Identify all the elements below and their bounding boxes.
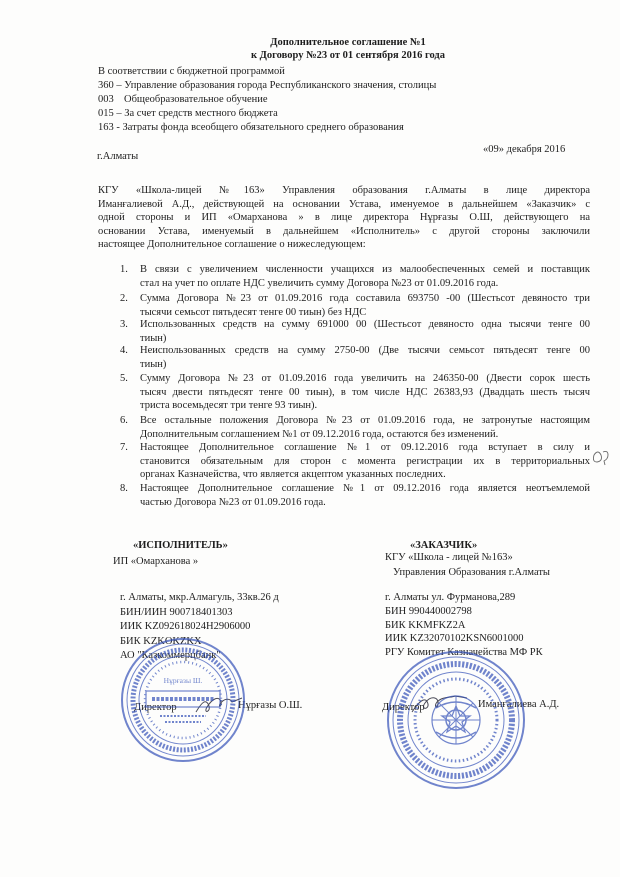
executor-bin: БИН/ИИН 900718401303 bbox=[120, 607, 233, 618]
place: г.Алматы bbox=[97, 151, 139, 162]
executor-bank: АО "Казкоммерцбанк" bbox=[120, 650, 221, 661]
customer-department: Управления Образования г.Алматы bbox=[393, 567, 550, 578]
customer-heading: «ЗАКАЗЧИК» bbox=[410, 540, 478, 551]
item-number: 4. bbox=[120, 345, 128, 356]
list-item bbox=[140, 263, 590, 290]
customer-signature-name: Иманғалиева А.Д. bbox=[478, 699, 560, 710]
budget-text-003: Общеобразовательное обучение bbox=[124, 94, 268, 105]
document-subtitle: к Договору №23 от 01 сентября 2016 года bbox=[251, 50, 445, 61]
list-item bbox=[140, 414, 590, 441]
item-line: Сумму Договора №23 от 01.09.2016 года увеличить на 246350-00 (Двести сорок шесть bbox=[140, 373, 590, 384]
item-number: 1. bbox=[120, 264, 128, 275]
item-line: Настоящее Дополнительное соглашение №1 от 09.12.2016 года является неотъемлемой bbox=[140, 483, 590, 494]
preamble-line: Иманғалиевой А.Д., действующей на основании Устава, именуемое в дальнейшем «Заказчик» с bbox=[98, 198, 590, 210]
item-line: органах Казначейства, что является акцептом указанных последних. bbox=[140, 469, 446, 480]
item-line: тысячи семьсот пятьдесят тенге 00 тиын) без НДС bbox=[140, 306, 367, 318]
customer-treasury: РГУ Комитет Казначейства МФ РК bbox=[385, 647, 543, 658]
executor-iik: ИИК KZ092618024H2906000 bbox=[120, 621, 251, 632]
executor-signature bbox=[196, 698, 242, 712]
budget-line-163: 163 - Затраты фонда всеобщего обязательного среднего образования bbox=[98, 122, 404, 133]
item-line: стал на учет по оплате НДС увеличить сумму Договора №23 от 01.09.2016 года. bbox=[140, 277, 499, 289]
item-number: 7. bbox=[120, 442, 128, 453]
item-line: Дополнительным соглашением №1 от 09.12.2016 года, остаются без изменений. bbox=[140, 428, 499, 440]
item-line: тиын) bbox=[140, 358, 167, 370]
customer-iik: ИИК KZ32070102KSN6001000 bbox=[385, 633, 524, 644]
preamble-line: настоящее Дополнительное соглашение о нижеследующем: bbox=[98, 239, 366, 250]
preamble-line: КГУ «Школа-лицей №163» Управления образования г.Алматы в лице директора bbox=[98, 185, 590, 196]
executor-heading: «ИСПОЛНИТЕЛЬ» bbox=[133, 540, 228, 551]
executor-address: г. Алматы, мкр.Алмагуль, 33кв.26 д bbox=[120, 592, 279, 603]
item-line: Настоящее Дополнительное соглашение №1 от 09.12.2016 года вступает в силу и bbox=[140, 442, 590, 453]
customer-signature-role: Директор bbox=[382, 702, 425, 713]
executor-name: ИП «Омарханова » bbox=[113, 556, 199, 567]
item-line: Все остальные положения Договора №23 от 01.09.2016 года, не затронутые настоящим bbox=[140, 415, 590, 426]
emblem-icon bbox=[432, 696, 480, 744]
document-title: Дополнительное соглашение №1 bbox=[270, 37, 426, 48]
item-line: тысяч двести пятьдесят тенге 00 тиын), в том числе НДС 26383,93 (Двадцать шесть тысяч bbox=[140, 386, 590, 398]
list-item bbox=[140, 344, 590, 371]
customer-address: г. Алматы ул. Фурманова,289 bbox=[385, 592, 516, 603]
budget-intro: В соответствии с бюджетной программой bbox=[98, 66, 285, 77]
budget-line-015: 015 – За счет средств местного бюджета bbox=[98, 108, 278, 119]
item-number: 8. bbox=[120, 483, 128, 494]
item-number: 6. bbox=[120, 415, 128, 426]
handwritten-mark bbox=[593, 451, 608, 465]
list-item bbox=[140, 292, 590, 319]
customer-bin: БИН 990440002798 bbox=[385, 606, 472, 617]
list-item bbox=[140, 318, 590, 345]
list-item bbox=[140, 372, 590, 413]
item-line: триста восемьдесят три тенге 93 тиын). bbox=[140, 400, 318, 411]
list-item bbox=[140, 482, 590, 509]
executor-signature-role: Директор bbox=[134, 702, 177, 713]
customer-name: КГУ «Школа - лицей №163» bbox=[385, 552, 513, 563]
list-item bbox=[140, 441, 590, 482]
budget-code-003: 003 bbox=[98, 94, 114, 105]
executor-stamp-text: Нұрғазы Ш. bbox=[163, 676, 203, 685]
item-line: Использованных средств на сумму 691000 00 (Шестьсот девяносто одна тысячи тенге 00 bbox=[140, 319, 590, 330]
preamble-paragraph bbox=[98, 184, 590, 252]
preamble-line: основании Устава, именуемый в дальнейшем «Исполнитель» с другой стороны заключили bbox=[98, 225, 590, 237]
customer-stamp bbox=[388, 652, 524, 788]
budget-line-360: 360 – Управление образования города Республиканского значения, столицы bbox=[98, 80, 437, 91]
item-line: тиын) bbox=[140, 332, 167, 344]
item-number: 5. bbox=[120, 373, 128, 384]
item-line: В связи с увеличением численности учащихся из малообеспеченных семей и поставщик bbox=[140, 264, 590, 275]
item-line: Неиспользованных средств на сумму 2750-00 (Две тысячи семьсот пятьдесят тенге 00 bbox=[140, 345, 590, 356]
executor-bik: БИК KZKOKZKX bbox=[120, 636, 202, 647]
executor-signature-name: Нұрғазы О.Ш. bbox=[238, 700, 303, 711]
customer-bik: БИК KKMFKZ2A bbox=[385, 620, 466, 631]
preamble-line: одной стороны и ИП «Омарханова » в лице директора Нұрғазы О.Ш, действующего на bbox=[98, 212, 590, 223]
item-line: Сумма Договора №23 от 01.09.2016 года составила 693750 -00 (Шестьсот девяносто три bbox=[140, 293, 590, 304]
item-line: становится обязательным для сторон с момента регистрации их в территориальных bbox=[140, 455, 590, 467]
date: «09» декабря 2016 bbox=[483, 144, 566, 155]
item-line: частью Договора №23 от 01.09.2016 года. bbox=[140, 496, 326, 508]
item-number: 2. bbox=[120, 293, 128, 304]
item-number: 3. bbox=[120, 319, 128, 330]
